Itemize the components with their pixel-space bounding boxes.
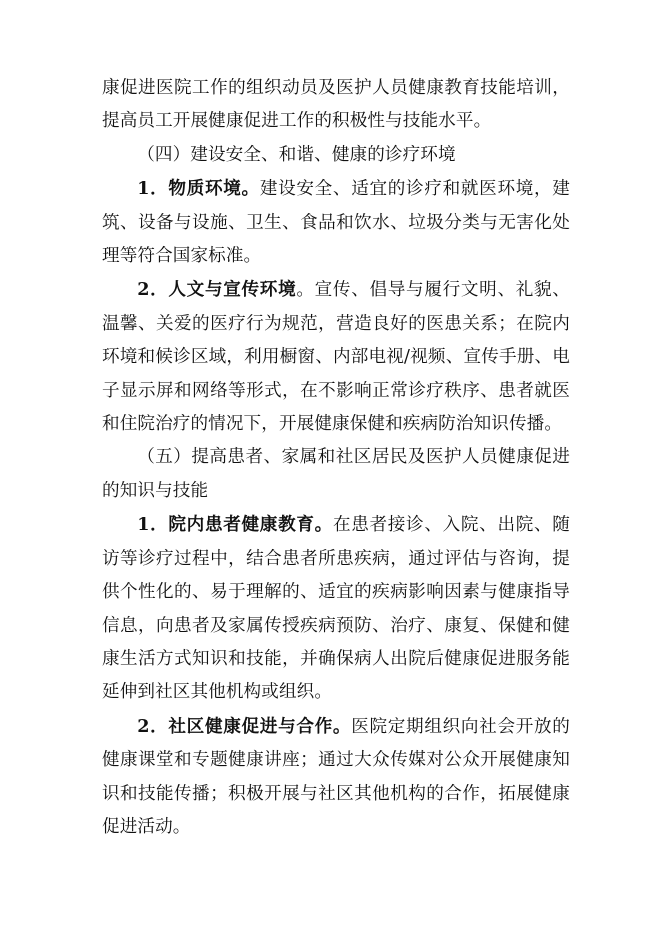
item-lead: 2．人文与宣传环境 <box>137 279 297 301</box>
item-lead: 2．社区健康促进与合作。 <box>137 715 352 737</box>
item-text: 医院定期组织向社会开放的健康课堂和专题健康讲座；通过大众传媒对公众开展健康知识和技能传播；积极开展与社区其他机构的合作，拓展健康促进活动。 <box>102 716 571 837</box>
item-physical-environment <box>102 172 570 273</box>
item-text: 在患者接诊、入院、出院、随访等诊疗过程中，结合患者所患疾病，通过评估与咨询，提供个性化的、易于理解的、适宜的疾病影响因素与健康指导信息，向患者及家属传授疾病预防、治疗、康复、保健和健康生活方式知识和技能，并确保病人出院后健康促进服务能延伸到社区其他机构或组织。 <box>102 515 571 703</box>
section-heading-four <box>102 139 570 172</box>
item-lead: 1．院内患者健康教育。 <box>137 514 333 536</box>
item-lead: 1．物质环境。 <box>137 178 260 200</box>
item-patient-education <box>102 508 570 709</box>
item-community-cooperation <box>102 710 570 845</box>
section-heading-five <box>102 441 570 508</box>
heading-text: （四）建设安全、和谐、健康的诊疗环境 <box>137 144 456 165</box>
heading-text: （五）提高患者、家属和社区居民及医护人员健康促进的知识与技能 <box>102 447 570 501</box>
paragraph-text: 康促进医院工作的组织动员及医护人员健康教育技能培训，提高员工开展健康促进工作的积极性与技能水平。 <box>102 78 570 132</box>
paragraph-continuation <box>102 72 570 139</box>
item-humanistic-environment <box>102 273 570 441</box>
document-page <box>102 72 570 844</box>
item-text: 建设安全、适宜的诊疗和就医环境，建筑、设备与设施、卫生、食品和饮水、垃圾分类与无害化处理等符合国家标准。 <box>102 179 570 267</box>
item-text: 。宣传、倡导与履行文明、礼貌、温馨、关爱的医疗行为规范，营造良好的医患关系；在院内环境和候诊区域，利用橱窗、内部电视/视频、宣传手册、电子显示屏和网络等形式，在不影响正常诊疗秩序、患者就医和住院治疗的情况下，开展健康保健和疾病防治知识传播。 <box>102 280 570 435</box>
